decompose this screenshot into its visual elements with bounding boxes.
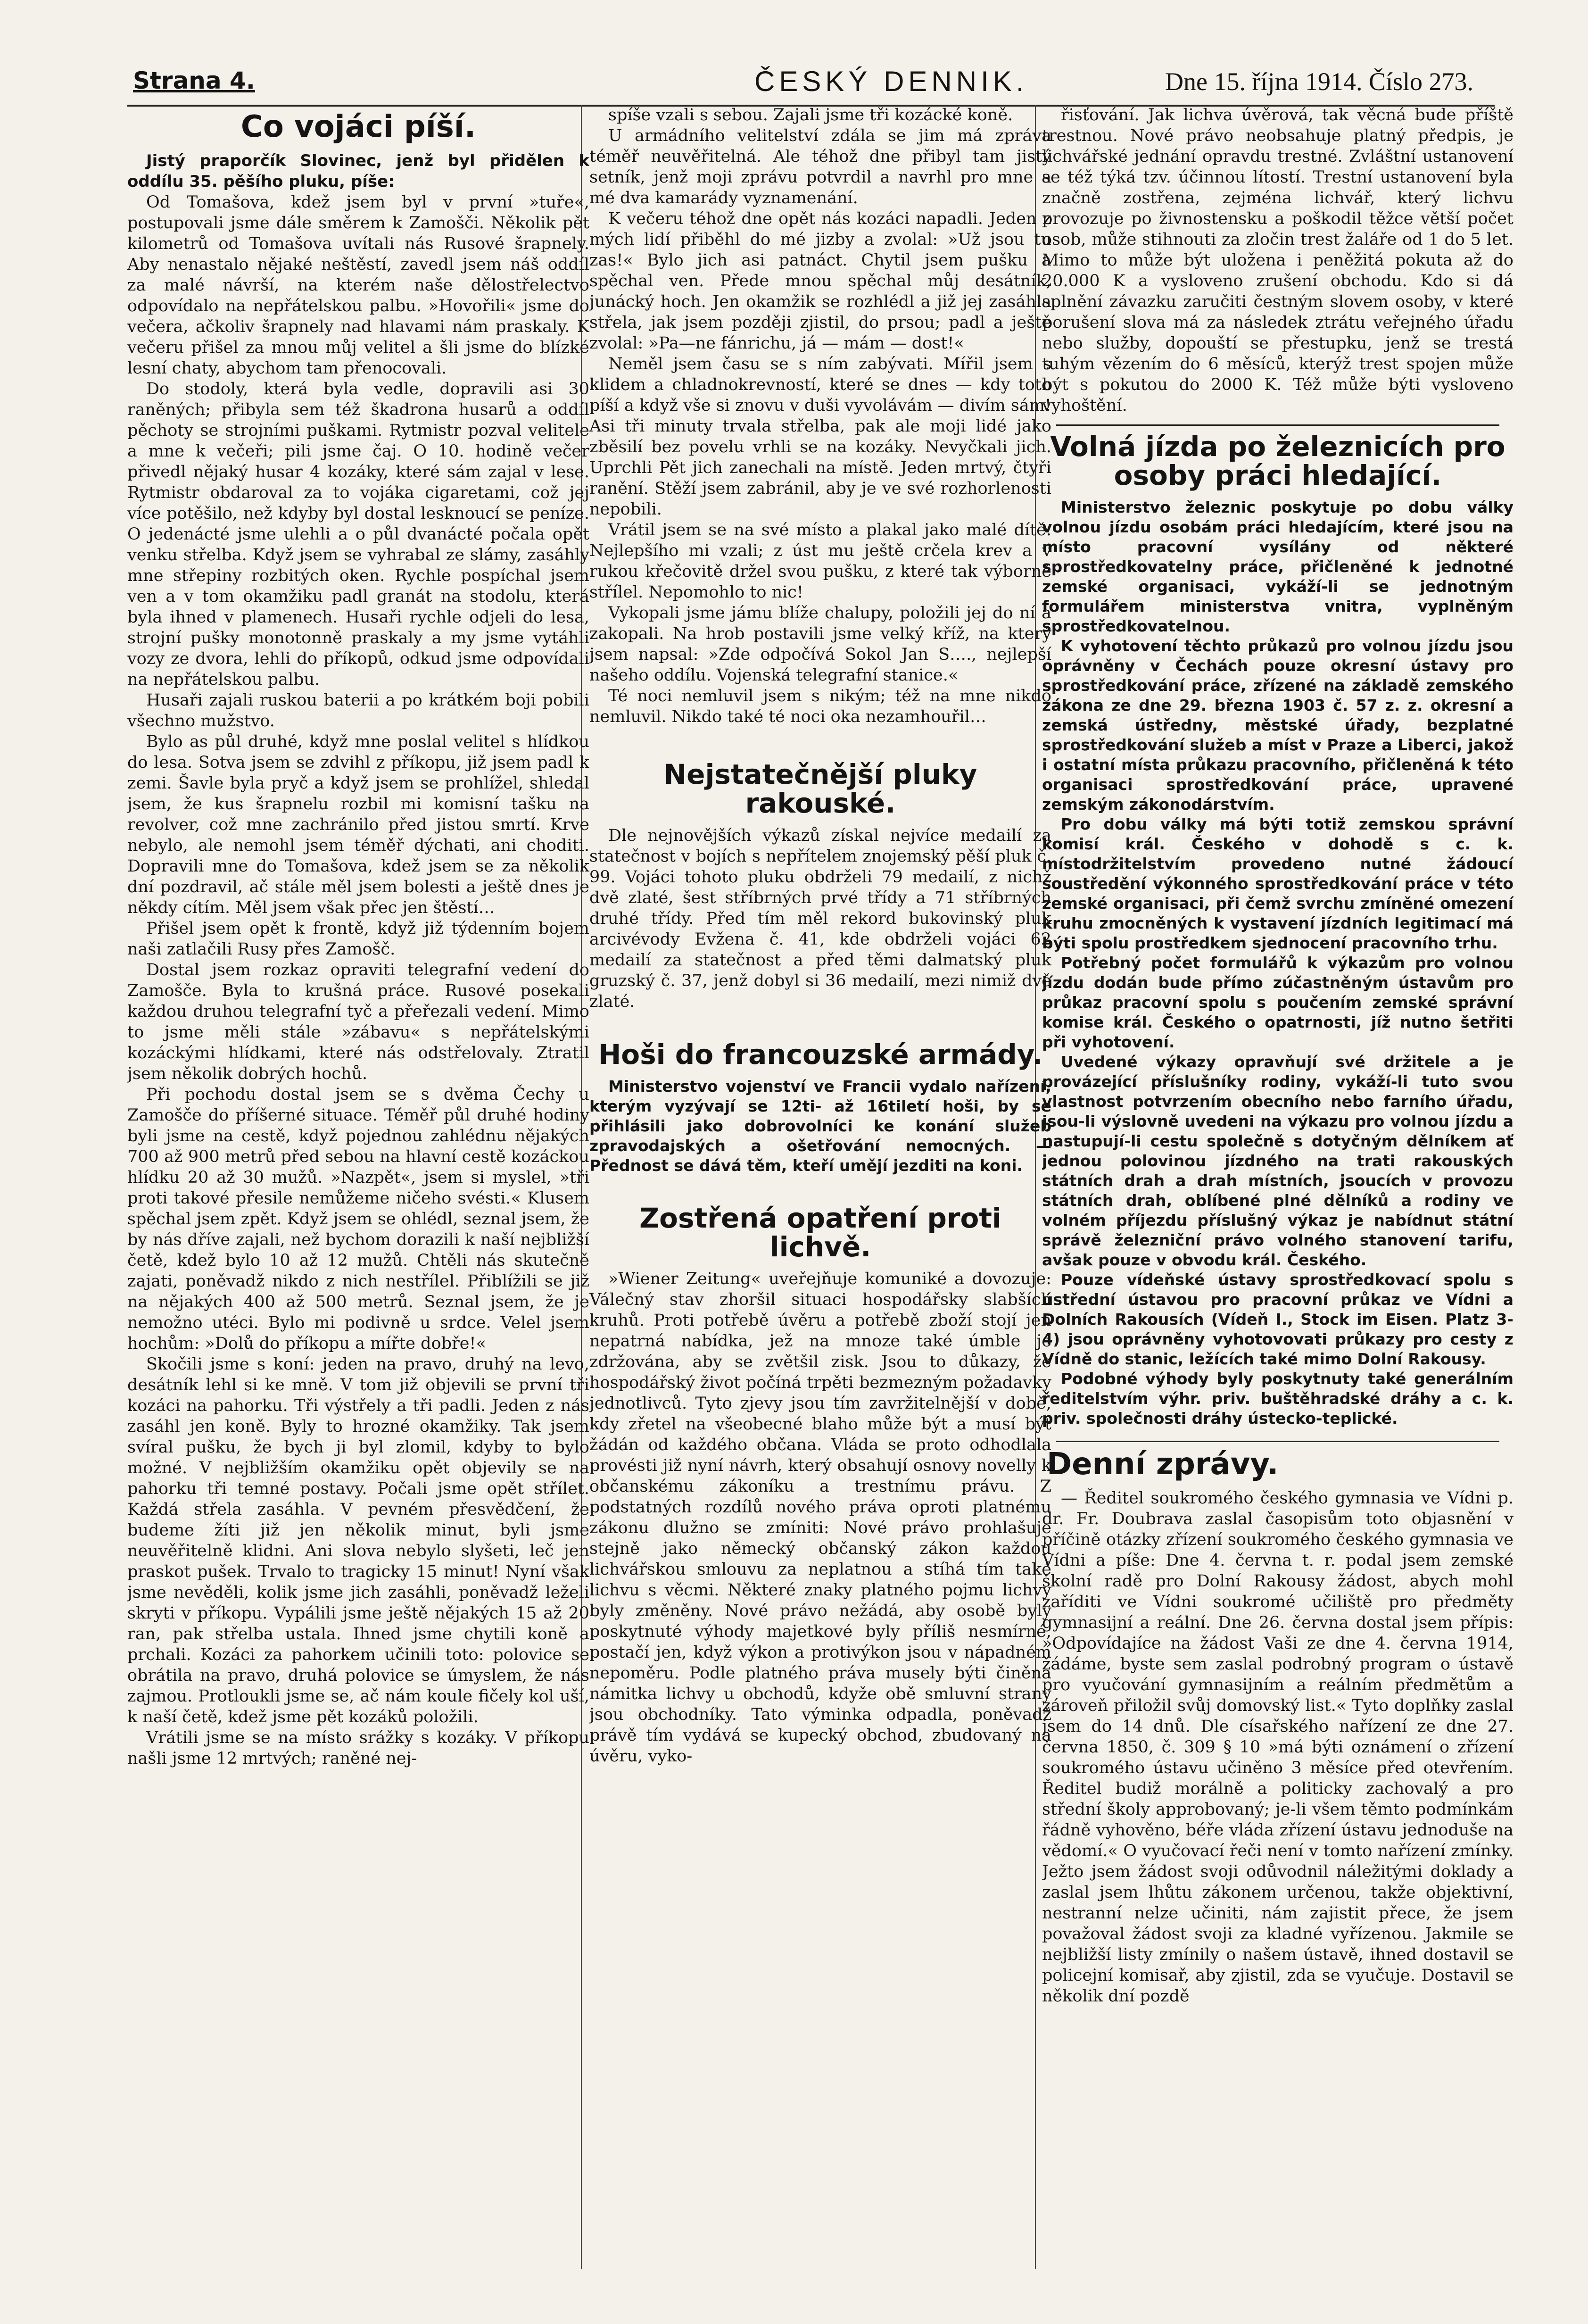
article-paragraph: Ministerstvo železnic poskytuje po dobu války volnou jízdu osobám práci hledajícím, které jsou na místo pracovní vysílány od některé sprostředkovatelny práce, přičleněné k jednotné zemské organisaci, vykáží-li se jednotným formulářem ministerstva vnitra, vyplněným sprostředkovatelnou. bbox=[1042, 498, 1514, 635]
article-paragraph: Dle nejnovějších výkazů získal nejvíce medailí za statečnost v bojích s nepřítelem znojemský pěší pluk č. 99. Vojáci tohoto pluku obdrželi 79 medailí, z nichž dvě zlaté, šest stříbrných prvé třídy a 71 stříbrných druhé třídy. Před tím měl rekord bukovinský pluk arcivévody Evžena č. 41, kde obdrželi vojáci 62 medailí za statečnost a před těmi dalmatský pluk gruzský č. 37, jenž dobyl si 36 medailí, mezi nimiž dvě zlaté. bbox=[589, 826, 1051, 1011]
column-3 bbox=[1042, 105, 1514, 2269]
article-body bbox=[589, 1077, 1051, 1176]
column-1 bbox=[127, 105, 589, 2269]
article-paragraph: Vykopali jsme jámu blíže chalupy, položili jej do ní a zakopali. Na hrob postavili jsme velký kříž, na který jsem napsal: »Zde odpočívá Sokol Jan S…., nejlepší našeho oddílu. Vojenská telegrafní stanice.« bbox=[589, 604, 1051, 685]
section-rule bbox=[1056, 424, 1499, 426]
column-2 bbox=[589, 105, 1051, 2269]
article-paragraph: řisťování. Jak lichva úvěrová, tak věcná bude příště trestnou. Nové právo neobsahuje platný předpis, je lichvářské jednání opravdu trestné. Zvláštní ustanovení se též týká tzv. účinnou lítostí. Trestní ustanovení byla značně zostřena, zejména lichvář, který lichvu provozuje po živnostensku a poškodil těžce větší počet osob, může stihnouti za zločin trest žaláře od 1 do 5 let. Mimo to může být uložena i peněžitá pokuta až do 20.000 K a vysloveno zrušení obchodu. Kdo si dá splnění závazku zaručiti čestným slovem osoby, v které porušení slova má za následek ztrátu veřejného úřadu nebo služby, dopouští se přestupku, jenž se trestá tuhým vězením do 6 měsíců, kterýž trest spojen může být s pokutou do 2000 K. Též může býti vysloveno vyhoštění. bbox=[1042, 106, 1514, 415]
page-label: Strana 4. bbox=[133, 67, 255, 94]
article-headline: Nejstatečnější pluky rakouské. bbox=[663, 758, 977, 819]
article-paragraph: K večeru téhož dne opět nás kozáci napadli. Jeden z mých lidí přiběhl do mé jizby a zvolal: »Už jsou tu zas!« Bylo jich asi patnáct. Chytil jsem pušku a spěchal ven. Přede mnou spěchal můj desátník, junácký hoch. Jen okamžik se rozhlédl a již jej zasáhla střela, jak jsem později zjistil, do prsou; padl a ještě zvolal: »Pa—ne fánrichu, já — mám — dost!« bbox=[589, 209, 1051, 353]
article-paragraph: Dostal jsem rozkaz opraviti telegrafní vedení do Zamošče. Byla to krušná práce. Rusové posekali každou druhou telegrafní tyč a přeřezali vedení. Mimo to jsme měli stále »zábavu« s nepřátelskými kozáckými hlídkami, které nás odstřelovaly. Ztratil jsem několik dobrých hochů. bbox=[127, 961, 589, 1084]
article-paragraph: Skočili jsme s koní: jeden na pravo, druhý na levo, desátník lehl si ke mně. V tom již objevili se první tři kozáci na pahorku. Tři výstřely a tři padli. Jeden z nás zasáhl jen koně. Byly to hrozné okamžiky. Tak jsem svíral pušku, že bych ji byl zlomil, kdyby to bylo možné. V nejbližším okamžiku opět objevily se na pahorku tři temné postavy. Počali jsme opět střílet. Každá střela zasáhla. V pevném přesvědčení, že budeme žíti již jen několik minut, byli jsme neuvěřitelně klidni. Ani slova nebylo slyšeti, leč jen praskot pušek. Trvalo to tragicky 15 minut! Nyní však jsme nevěděli, kolik jsme jich zasáhli, poněvadž leželi skryti v příkopu. Vypálili jsme ještě nějakých 15 až 20 ran, pak střelba ustala. Ihned jsme chytili koně a prchali. Kozáci za pahorkem učinili toto: polovice se obrátila na pravo, druhá polovice se úmyslem, že nás zajmou. Protloukli jsme se, ač nám koule fičely kol uší, k naší četě, kdež jsme pět kozáků položili. bbox=[127, 1355, 589, 1727]
article-paragraph: Vrátili jsme se na místo srážky s kozáky. V příkopu našli jsme 12 mrtvých; raněné nej- bbox=[127, 1728, 589, 1768]
article-paragraph: K vyhotovení těchto průkazů pro volnou jízdu jsou oprávněny v Čechách pouze okresní ústavy pro sprostředkování práce, zřízené na základě zemského zákona ze dne 29. března 1903 č. 57 z. z. okresní a zemská ústředny, městské úřady, bezplatné sprostředkování služeb a míst v Praze a Liberci, jakož i ostatní místa průkazu pracovního, přičleněná k této organisaci sprostředkování práce, upravené zemským zákonodárstvím. bbox=[1042, 636, 1514, 813]
article-paragraph: Podobné výhody byly poskytnuty také generálním ředitelstvím výhr. priv. buštěhradské dráhy a c. k. priv. společnosti dráhy ústecko-teplické. bbox=[1042, 1369, 1514, 1428]
article-paragraph: Té noci nemluvil jsem s nikým; též na mne nikdo nemluvil. Nikdo také té noci oka nezamhouřil… bbox=[589, 687, 1051, 726]
article-lead: Jistý praporčík Slovinec, jenž byl přidělen k oddílu 35. pěšího pluku, píše: bbox=[127, 151, 589, 191]
article-paragraph: U armádního velitelství zdála se jim má zpráva téměř neuvěřitelná. Ale téhož dne přibyl tam jistý setník, jenž moji zprávu potvrdil a navrhl pro mne a mé dva kamarády vyznamenání. bbox=[589, 126, 1051, 208]
article-headline: Co vojáci píší. bbox=[240, 109, 476, 144]
article-paragraph: Při pochodu dostal jsem se s dvěma Čechy u Zamošče do příšerné situace. Téměř půl druhé hodiny byli jsme na cestě, když pojednou zahlédnu nějakých 700 až 900 metrů před sebou na hlavní cestě kozáckou hlídku 20 až 30 mužů. »Nazpět«, jsem si myslel, »tři proti takové přesile nemůžeme ničeho svésti.« Klusem spěchal jsem zpět. Když jsem se ohlédl, seznal jsem, že by nás dříve zajali, než bychom dorazili k naší nejbližší četě, kdež bylo 10 až 12 mužů. Chtěli nás skutečně zajati, poněvadž nikdo z nich nestřílel. Přiblížili se již na nějakých 400 až 500 metrů. Seznal jsem, že je nemožno utéci. Bylo mi podivně u srdce. Velel jsem hochům: »Dolů do příkopu a mířte dobře!« bbox=[127, 1085, 589, 1353]
section-rule bbox=[1056, 1441, 1499, 1442]
article-body bbox=[589, 825, 1051, 1012]
section-headline: Denní zprávy. bbox=[1047, 1446, 1279, 1482]
article-headline: Volná jízda po železnicích pro osoby práci hledající. bbox=[1050, 431, 1505, 491]
article-body bbox=[1042, 498, 1514, 1428]
article-body bbox=[127, 192, 589, 1769]
article-headline: Zostřená opatření proti lichvě. bbox=[639, 1202, 1001, 1263]
article-headline: Hoši do francouzské armády. bbox=[598, 1038, 1043, 1071]
article-paragraph: Husaři zajali ruskou baterii a po krátkém boji pobili všechno mužstvo. bbox=[127, 691, 589, 731]
article-paragraph: Uvedené výkazy opravňují své držitele a je provázející příslušníky rodiny, vykáží-li tuto svou vlastnost potvrzením obecního nebo farního úřadu, jsou-li výslovně uvedeni na výkazu pro volnou jízdu a nastupují-li cestu společně s dotyčným dělníkem ať jednou polovinou jízdného na trati rakouských státních drah a drah místních, jsoucích v provozu státních drah, oblíbené plné dělníků a rodiny ve volném příjezdu příslušný výkaz je nabídnut státní správě železniční právo volného stanovení tarifu, avšak pouze v obvodu král. Českého. bbox=[1042, 1052, 1514, 1269]
article-paragraph: — Ředitel soukromého českého gymnasia ve Vídni p. dr. Fr. Doubrava zaslal časopisům toto objasnění v příčině otázky zřízení soukromého českého gymnasia ve Vídni a píše: Dne 4. června t. r. podal jsem zemské školní radě pro Dolní Rakousy žádost, abych mohl zaříditi ve Vídni soukromé učiliště pro předměty gymnasijní a reální. Dne 26. června dostal jsem přípis: »Odpovídajíce na žádost Vaši ze dne 4. června 1914, žádáme, byste sem zaslal podrobný program o ústavě pro vyučování gymnasijním a reálním předmětům a zároveň přiložil svůj domovský list.« Tyto doplňky zaslal jsem do 14 dnů. Dle císařského nařízení ze dne 27. června 1850, č. 309 § 10 »má býti oznámení o zřízení soukromého ústavu učiněno 3 měsíce před otevřením. Ředitel budiž morálně a politicky zachovalý a pro střední školy approbovaný; je-li všem těmto podmínkám řádně vyhověno, béře vláda zřízení ústavu jednoduše na vědomí.« O vyučovací řeči není v tomto nařízení zmínky. Ježto jsem žádost svoji odůvodnil náležitými doklady a zaslal jsem lhůtu zákonem určenou, takže objektivní, nestranní nelze učiniti, nám zajistit přece, že jsem považoval žádost svoji za kladné vyřízenou. Jakmile se nejbližší listy zmínily o našem ústavě, ihned dostavil se policejní komisař, aby zjistil, zda se vyučuje. Dostavil se několik dní pozdě bbox=[1042, 1488, 1514, 2006]
article-paragraph: Potřebný počet formulářů k výkazům pro volnou jízdu dodán bude přímo zúčastněným ústavům pro průkaz pracovní spolu s poučením zemské správní komise král. Českého o opatrnosti, jíž nutno šetřiti při vyhotovení. bbox=[1042, 953, 1514, 1051]
article-body bbox=[1042, 1488, 1514, 2007]
article-paragraph: spíše vzali s sebou. Zajali jsme tři kozácké koně. bbox=[608, 106, 1013, 124]
date-issue: Dne 15. října 1914. Číslo 273. bbox=[1165, 67, 1473, 96]
article-body bbox=[1042, 105, 1514, 416]
page-header bbox=[127, 62, 1495, 107]
article-paragraph: Do stodoly, která byla vedle, dopravili asi 30 raněných; přibyla sem též škadrona husarů a oddíl pěchoty se strojními puškami. Rytmistr pozval velitele a mne k večeři; pili jsme čaj. O 10. hodině večer přivedl nějaký husar 4 kozáky, které sám zajal v lese. Rytmistr obdaroval za to vojáka cigaretami, což jej více potěšilo, než kdyby byl dostal lesknoucí se peníze. O jedenácté jsme ulehli a o půl dvanácté počala opět venku střelba. Když jsem se vyhrabal ze slámy, zasáhly mne střepiny rozbitých oken. Rychle pospíchal jsem ven a v tom okamžiku padl granát na stodolu, která byla ihned v plamenech. Husaři rychle odjeli do lesa, strojní pušky monotonně praskaly a my jsme vytáhli vozy ze dvora, lehli do příkopů, odkud jsme odpovídali na nepřátelskou palbu. bbox=[127, 380, 589, 689]
article-body bbox=[589, 1269, 1051, 1767]
article-paragraph: Pro dobu války má býti totiž zemskou správní komisí král. Českého v dohodě s c. k. místodržitelstvím provedeno nutné žádoucí soustředění výkonného sprostředkování práce v této zemské organisaci, při čemž svrchu zmíněné omezení kruhu zmocněných k vystavení jízdních legitimací má býti spolu prostředkem sjednocení pracovního trhu. bbox=[1042, 814, 1514, 952]
article-body bbox=[589, 105, 1051, 727]
article-paragraph: Přišel jsem opět k frontě, když již týdenním bojem naši zatlačili Rusy přes Zamošč. bbox=[127, 919, 589, 959]
masthead-title: ČESKÝ DENNIK. bbox=[754, 66, 1028, 97]
article-paragraph: Od Tomašova, kdež jsem byl v první »tuře«, postupovali jsme dále směrem k Zamošči. Několik pět kilometrů od Tomašova uvítali nás Rusové šrapnely. Aby nenastalo nějaké neštěstí, zavedl jsem náš oddíl za malé návrší, na kterém naše dělostřelectvo odpovídalo na nepřátelskou palbu. »Hovořili« jsme do večera, ačkoliv šrapnely nad hlavami nám praskaly. K večeru přišel za mnou můj velitel a šli jsme do blízké lesní chaty, abychom tam přenocovali. bbox=[127, 193, 589, 378]
article-paragraph: »Wiener Zeitung« uveřejňuje komuniké a dovozuje: Válečný stav zhoršil situaci hospodářsky slabších kruhů. Proti potřebě úvěru a potřebě zboží stojí jen nepatrná nabídka, jež na mnoze také úmble je zdržována, aby se zvětšil zisk. Jsou to důkazy, že hospodářský život počíná trpěti bezmezným požadavky jednotlivců. Tyto zjevy jsou tím zavržitelnější v době, kdy zřetel na všeobecné blaho může být a musí být žádán od každého občana. Vláda se proto odhodlala provésti již nyní návrh, který obsahují osnovy novelly k občanskému zákoníku a trestnímu právu. Z podstatných rozdílů nového práva oproti platnému zákonu dlužno se zmíniti: Nové právo prohlašuje stejně jako německý občanský zákon každou lichvářskou smlouvu za neplatnou a stíhá tím také lichvu s věcmi. Některé znaky platného pojmu lichvy byly změněny. Nové právo nežádá, aby osobě byly poskytnuté výhody majetkové byly příliš nesmírné, postačí jen, když výkon a protivýkon jsou v nápadném nepoměru. Podle platného práva musely býti činěna námitka lichvy u obchodů, kdyže obě smluvní strany jsou obchodníky. Tato výminka odpadla, poněvadž právě tím vydává se kupecký obchod, zbudovaný na úvěru, vyko- bbox=[589, 1270, 1051, 1766]
article-paragraph: Bylo as půl druhé, když mne poslal velitel s hlídkou do lesa. Sotva jsem se zdvihl z příkopu, již jsem padl k zemi. Šavle byla pryč a když jsem se prohlížel, shledal jsem, že kus šrapnelu rozbil mi komisní tašku na revolver, což mne zachránilo před jistou smrtí. Krve nebylo, ale nemohl jsem téměř dýchati, ani choditi. Dopravili mne do Tomašova, kdež jsem se za několik dní pozdravil, ač stále měl jsem bolesti a ještě dnes je někdy cítím. Měl jsem však přec jen štěstí… bbox=[127, 732, 589, 918]
article-paragraph: Ministerstvo vojenství ve Francii vydalo nařízení, kterým vyzývají se 12ti- až 16tiletí hoši, by se přihlásili jako dobrovolníci ke konání služeb zpravodajských a ošetřování nemocných. — Přednost se dává těm, kteří umějí jezditi na koni. bbox=[589, 1077, 1051, 1175]
article-paragraph: Pouze vídeňské ústavy sprostředkovací spolu s ústřední ústavou pro pracovní průkaz ve Vídni a Dolních Rakousích (Vídeň I., Stock im Eisen. Platz 3-4) jsou oprávněny vyhotovovati průkazy pro cesty z Vídně do stanic, ležících také mimo Dolní Rakousy. bbox=[1042, 1270, 1514, 1368]
article-paragraph: Vrátil jsem se na své místo a plakal jako malé dítě. Nejlepšího mi vzali; z úst mu ještě crčela krev a v rukou křečovitě držel svou pušku, z které tak výborně střílel. Nepomohlo to nic! bbox=[589, 521, 1051, 602]
article-paragraph: Neměl jsem času se s ním zabývati. Mířil jsem s klidem a chladnokrevností, které se dnes — kdy toto píší a když vše si znovu v duši vyvolávám — divím sám! Asi tři minuty trvala střelba, pak ale moji lidé jako zběsilí bez povelu vrhli se na kozáky. Nevyčkali jich. Uprchli Pět jich zanechali na místě. Jeden mrtvý, čtyři ranění. Stěží jsem zabránil, aby je ve své rozhorlenosti nepobili. bbox=[589, 355, 1051, 519]
